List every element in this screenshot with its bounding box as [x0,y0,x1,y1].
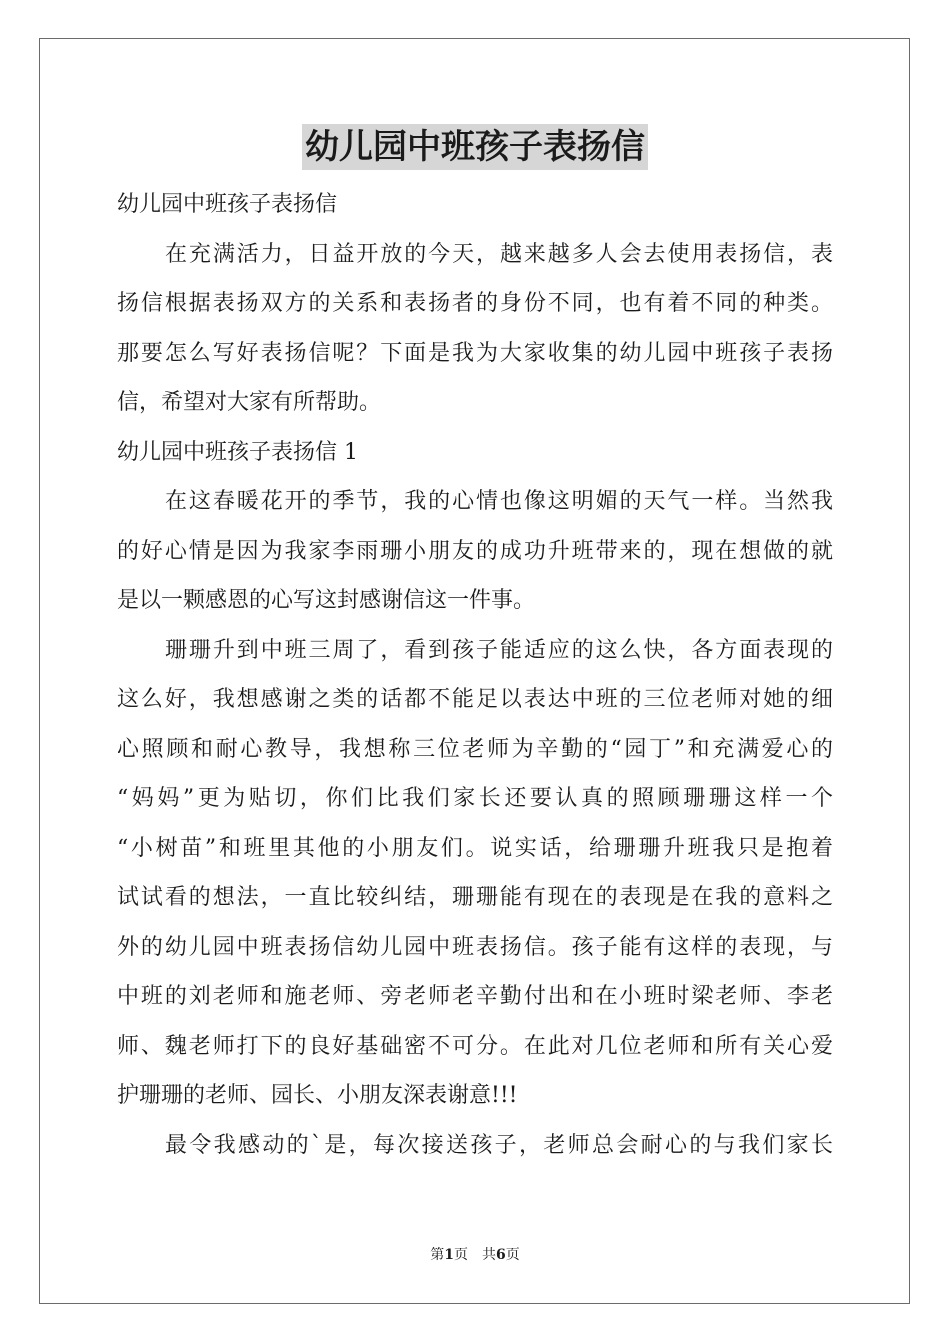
text-line: 在这春暖花开的季节，我的心情也像这明媚的天气一样。当然我 [165,489,833,514]
footer-total-pages: 6 [496,1247,506,1263]
footer-prefix: 第 [430,1247,445,1263]
document-title: 幼儿园中班孩子表扬信 [302,124,648,170]
footer-mid: 页 共 [454,1247,496,1263]
text-line: 心照顾和耐心教导，我想称三位老师为辛勤的“园丁”和充满爱心的 [117,736,833,762]
text-line: 珊珊升到中班三周了，看到孩子能适应的这么快，各方面表现的 [165,637,833,663]
text-line: 外的幼儿园中班表扬信幼儿园中班表扬信。孩子能有这样的表现，与 [117,934,833,960]
text-line: 幼儿园中班孩子表扬信 1 [117,439,358,465]
footer-current-page: 1 [444,1247,454,1263]
text-line: 的好心情是因为我家李雨珊小朋友的成功升班带来的，现在想做的就 [117,538,833,564]
document-body [117,180,833,1170]
text-line: 护珊珊的老师、园长、小朋友深表谢意!!! [117,1083,518,1108]
text-line: 那要怎么写好表扬信呢？下面是我为大家收集的幼儿园中班孩子表扬 [117,340,833,366]
text-line: 是以一颗感恩的心写这封感谢信这一件事。 [117,588,536,613]
text-line: “小树苗”和班里其他的小朋友们。说实话，给珊珊升班我只是抱着 [117,835,833,861]
footer-suffix: 页 [505,1247,520,1263]
text-line: 这么好，我想感谢之类的话都不能足以表达中班的三位老师对她的细 [117,687,833,712]
text-line: 中班的刘老师和施老师、旁老师老辛勤付出和在小班时梁老师、李老 [117,984,833,1009]
text-line: 扬信根据表扬双方的关系和表扬者的身份不同，也有着不同的种类。 [117,291,833,316]
text-line: “妈妈”更为贴切，你们比我们家长还要认真的照顾珊珊这样一个 [117,786,833,811]
text-line: 幼儿园中班孩子表扬信 [117,192,338,217]
page-footer [0,1246,950,1264]
text-line: 最令我感动的`是，每次接送孩子，老师总会耐心的与我们家长 [165,1132,833,1158]
text-line: 信，希望对大家有所帮助。 [117,390,382,415]
text-line: 在充满活力，日益开放的今天，越来越多人会去使用表扬信，表 [165,241,833,267]
text-line: 师、魏老师打下的良好基础密不可分。在此对几位老师和所有关心爱 [117,1033,833,1059]
text-line: 试试看的想法，一直比较纠结，珊珊能有现在的表现是在我的意料之 [117,885,833,910]
title-container [0,124,950,170]
